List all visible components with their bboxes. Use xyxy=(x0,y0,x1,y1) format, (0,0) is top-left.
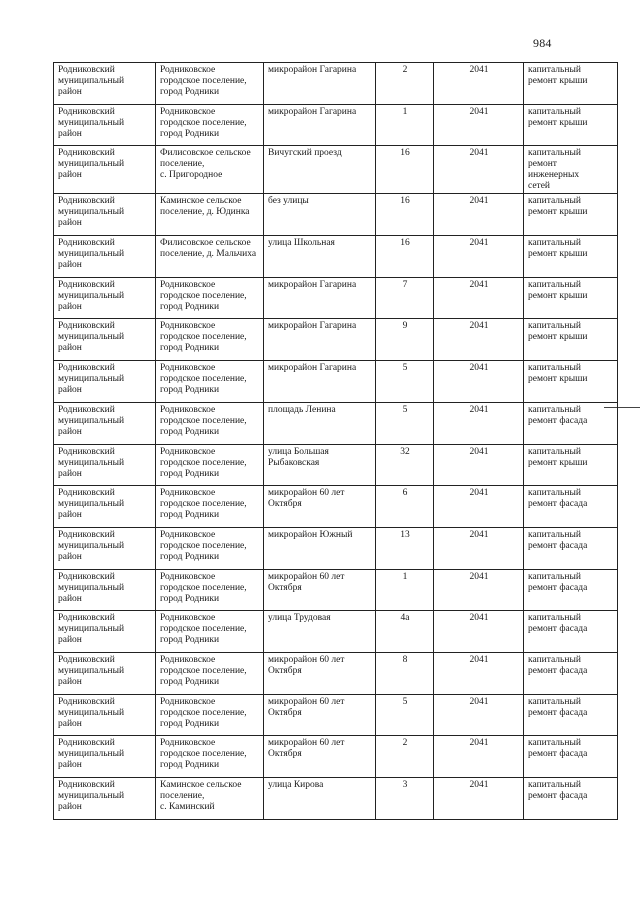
year-cell: 2041 xyxy=(434,104,524,146)
settlement-cell: Родниковское городское поселение, город Родники xyxy=(156,527,264,569)
settlement-cell: Родниковское городское поселение, город Родники xyxy=(156,63,264,105)
district-cell: Родниковский муниципальный район xyxy=(54,486,156,528)
street-cell: Вичугский проезд xyxy=(264,146,376,194)
district-cell: Родниковский муниципальный район xyxy=(54,63,156,105)
settlement-cell: Родниковское городское поселение, город Родники xyxy=(156,277,264,319)
settlement-cell: Родниковское городское поселение, город Родники xyxy=(156,104,264,146)
work-type-cell: капитальный ремонт крыши xyxy=(524,104,618,146)
house-number-cell: 9 xyxy=(376,319,434,361)
work-type-cell: капитальный ремонт крыши xyxy=(524,277,618,319)
district-cell: Родниковский муниципальный район xyxy=(54,319,156,361)
street-cell: улица Трудовая xyxy=(264,611,376,653)
table-row xyxy=(54,486,618,528)
year-cell: 2041 xyxy=(434,611,524,653)
house-number-cell: 16 xyxy=(376,146,434,194)
street-cell: без улицы xyxy=(264,194,376,236)
work-type-cell: капитальный ремонт крыши xyxy=(524,194,618,236)
district-cell: Родниковский муниципальный район xyxy=(54,194,156,236)
settlement-cell: Родниковское городское поселение, город Родники xyxy=(156,444,264,486)
work-type-cell: капитальный ремонт фасада xyxy=(524,486,618,528)
work-type-cell: капитальный ремонт инженерных сетей xyxy=(524,146,618,194)
district-cell: Родниковский муниципальный район xyxy=(54,444,156,486)
year-cell: 2041 xyxy=(434,652,524,694)
district-cell: Родниковский муниципальный район xyxy=(54,694,156,736)
settlement-cell: Родниковское городское поселение, город Родники xyxy=(156,611,264,653)
table-row xyxy=(54,694,618,736)
house-number-cell: 6 xyxy=(376,486,434,528)
house-number-cell: 16 xyxy=(376,236,434,278)
street-cell: микрорайон Гагарина xyxy=(264,319,376,361)
house-number-cell: 5 xyxy=(376,361,434,403)
work-type-cell: капитальный ремонт крыши xyxy=(524,63,618,105)
year-cell: 2041 xyxy=(434,277,524,319)
district-cell: Родниковский муниципальный район xyxy=(54,104,156,146)
settlement-cell: Филисовское сельское поселение, с. Пригородное xyxy=(156,146,264,194)
district-cell: Родниковский муниципальный район xyxy=(54,146,156,194)
district-cell: Родниковский муниципальный район xyxy=(54,277,156,319)
house-number-cell: 16 xyxy=(376,194,434,236)
street-cell: улица Кирова xyxy=(264,778,376,820)
year-cell: 2041 xyxy=(434,236,524,278)
settlement-cell: Родниковское городское поселение, город Родники xyxy=(156,319,264,361)
year-cell: 2041 xyxy=(434,694,524,736)
street-cell: микрорайон Гагарина xyxy=(264,104,376,146)
work-type-cell: капитальный ремонт фасада xyxy=(524,611,618,653)
table-row xyxy=(54,444,618,486)
year-cell: 2041 xyxy=(434,361,524,403)
house-number-cell: 1 xyxy=(376,104,434,146)
street-cell: микрорайон 60 лет Октября xyxy=(264,486,376,528)
table-row xyxy=(54,194,618,236)
table-row xyxy=(54,736,618,778)
district-cell: Родниковский муниципальный район xyxy=(54,778,156,820)
table-row xyxy=(54,569,618,611)
street-cell: улица Школьная xyxy=(264,236,376,278)
settlement-cell: Филисовское сельское поселение, д. Мальчиха xyxy=(156,236,264,278)
house-number-cell: 8 xyxy=(376,652,434,694)
settlement-cell: Родниковское городское поселение, город Родники xyxy=(156,736,264,778)
work-type-cell: капитальный ремонт крыши xyxy=(524,361,618,403)
table-row xyxy=(54,236,618,278)
street-cell: микрорайон 60 лет Октября xyxy=(264,569,376,611)
street-cell: микрорайон Южный xyxy=(264,527,376,569)
year-cell: 2041 xyxy=(434,778,524,820)
work-type-cell: капитальный ремонт крыши xyxy=(524,444,618,486)
table-row xyxy=(54,361,618,403)
work-type-cell: капитальный ремонт крыши xyxy=(524,236,618,278)
house-number-cell: 2 xyxy=(376,63,434,105)
year-cell: 2041 xyxy=(434,736,524,778)
district-cell: Родниковский муниципальный район xyxy=(54,736,156,778)
work-type-cell: капитальный ремонт крыши xyxy=(524,319,618,361)
district-cell: Родниковский муниципальный район xyxy=(54,611,156,653)
year-cell: 2041 xyxy=(434,527,524,569)
street-cell: микрорайон Гагарина xyxy=(264,277,376,319)
work-type-cell: капитальный ремонт фасада xyxy=(524,402,618,444)
settlement-cell: Каминское сельское поселение, с. Каминский xyxy=(156,778,264,820)
table-row xyxy=(54,319,618,361)
table-row xyxy=(54,146,618,194)
street-cell: микрорайон Гагарина xyxy=(264,361,376,403)
district-cell: Родниковский муниципальный район xyxy=(54,527,156,569)
house-number-cell: 5 xyxy=(376,402,434,444)
work-type-cell: капитальный ремонт фасада xyxy=(524,527,618,569)
street-cell: микрорайон 60 лет Октября xyxy=(264,736,376,778)
settlement-cell: Родниковское городское поселение, город Родники xyxy=(156,569,264,611)
district-cell: Родниковский муниципальный район xyxy=(54,652,156,694)
table-row xyxy=(54,778,618,820)
district-cell: Родниковский муниципальный район xyxy=(54,402,156,444)
year-cell: 2041 xyxy=(434,63,524,105)
settlement-cell: Родниковское городское поселение, город Родники xyxy=(156,402,264,444)
work-type-cell: капитальный ремонт фасада xyxy=(524,778,618,820)
house-number-cell: 2 xyxy=(376,736,434,778)
table-row xyxy=(54,104,618,146)
table-row xyxy=(54,611,618,653)
district-cell: Родниковский муниципальный район xyxy=(54,236,156,278)
house-number-cell: 4а xyxy=(376,611,434,653)
house-number-cell: 7 xyxy=(376,277,434,319)
table-row xyxy=(54,277,618,319)
settlement-cell: Родниковское городское поселение, город Родники xyxy=(156,694,264,736)
work-type-cell: капитальный ремонт фасада xyxy=(524,652,618,694)
house-number-cell: 13 xyxy=(376,527,434,569)
street-cell: микрорайон Гагарина xyxy=(264,63,376,105)
settlement-cell: Родниковское городское поселение, город Родники xyxy=(156,486,264,528)
district-cell: Родниковский муниципальный район xyxy=(54,569,156,611)
settlement-cell: Родниковское городское поселение, город Родники xyxy=(156,361,264,403)
settlement-cell: Каминское сельское поселение, д. Юдинка xyxy=(156,194,264,236)
table-row xyxy=(54,63,618,105)
work-type-cell: капитальный ремонт фасада xyxy=(524,736,618,778)
year-cell: 2041 xyxy=(434,444,524,486)
buildings-table xyxy=(53,62,618,820)
table-row xyxy=(54,652,618,694)
house-number-cell: 5 xyxy=(376,694,434,736)
street-cell: микрорайон 60 лет Октября xyxy=(264,652,376,694)
year-cell: 2041 xyxy=(434,402,524,444)
street-cell: улица Большая Рыбаковская xyxy=(264,444,376,486)
house-number-cell: 3 xyxy=(376,778,434,820)
work-type-cell: капитальный ремонт фасада xyxy=(524,694,618,736)
street-cell: микрорайон 60 лет Октября xyxy=(264,694,376,736)
settlement-cell: Родниковское городское поселение, город Родники xyxy=(156,652,264,694)
year-cell: 2041 xyxy=(434,486,524,528)
year-cell: 2041 xyxy=(434,194,524,236)
page-number: 984 xyxy=(533,36,552,50)
house-number-cell: 32 xyxy=(376,444,434,486)
year-cell: 2041 xyxy=(434,146,524,194)
table-body xyxy=(54,63,618,820)
house-number-cell: 1 xyxy=(376,569,434,611)
table-row xyxy=(54,527,618,569)
district-cell: Родниковский муниципальный район xyxy=(54,361,156,403)
work-type-cell: капитальный ремонт фасада xyxy=(524,569,618,611)
street-cell: площадь Ленина xyxy=(264,402,376,444)
year-cell: 2041 xyxy=(434,319,524,361)
year-cell: 2041 xyxy=(434,569,524,611)
table-row xyxy=(54,402,618,444)
